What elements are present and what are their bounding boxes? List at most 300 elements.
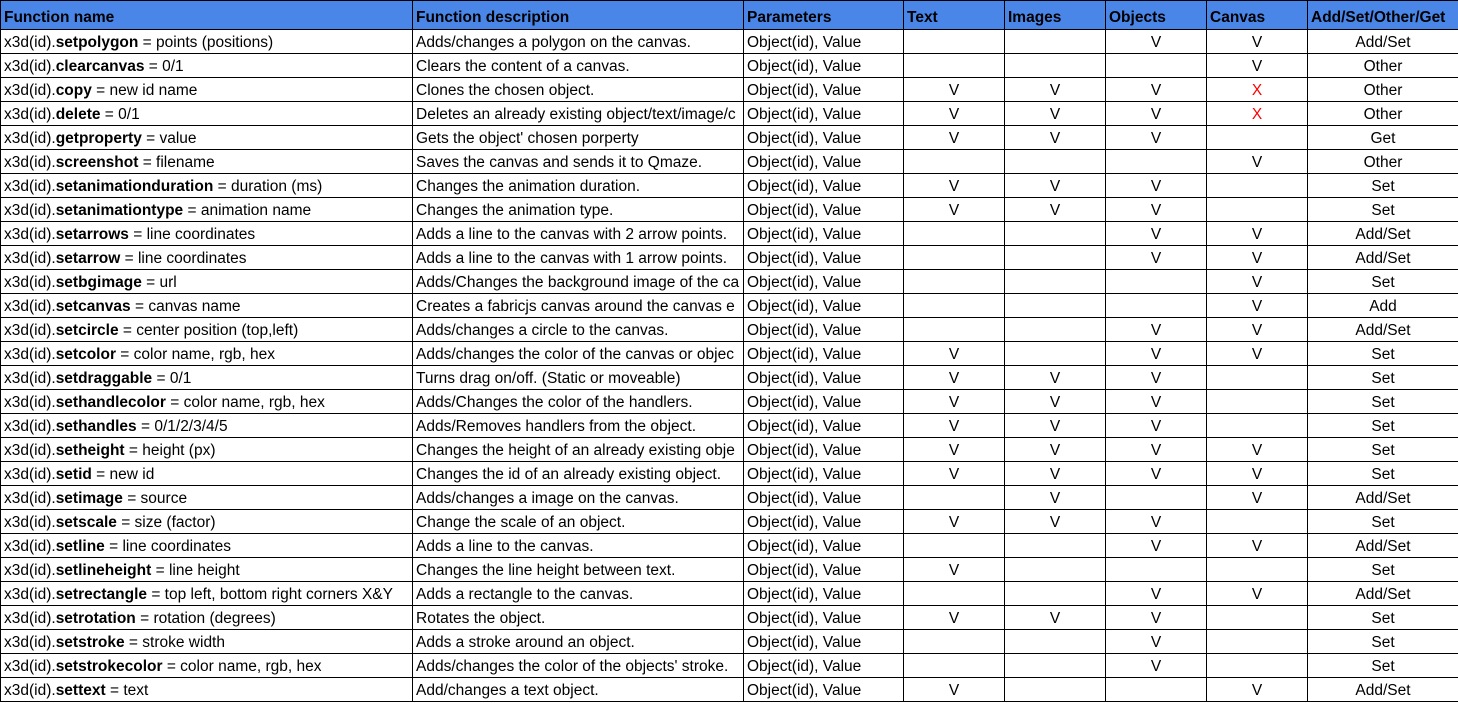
cell-text[interactable] [904, 318, 1005, 342]
cell-text[interactable]: V [904, 198, 1005, 222]
table-row [1, 102, 1458, 126]
cell-images[interactable]: V [1005, 78, 1106, 102]
cell-add-set-other-get[interactable]: Other [1308, 54, 1458, 78]
cell-text[interactable]: V [904, 366, 1005, 390]
cell-text[interactable]: V [904, 462, 1005, 486]
cell-description[interactable]: Adds a line to the canvas with 2 arrow points. [413, 222, 744, 246]
cell-text[interactable] [904, 534, 1005, 558]
function-argument: = source [122, 490, 188, 507]
cell-text[interactable] [904, 486, 1005, 510]
function-name: setanimationtype [55, 202, 184, 219]
cell-canvas[interactable]: V [1207, 438, 1308, 462]
cell-description[interactable]: Adds/changes a polygon on the canvas. [413, 30, 744, 54]
cell-add-set-other-get[interactable]: Set [1308, 630, 1458, 654]
cell-objects[interactable]: V [1106, 246, 1207, 270]
cell-text[interactable] [904, 270, 1005, 294]
cell-images[interactable] [1005, 558, 1106, 582]
cell-objects[interactable]: V [1106, 654, 1207, 678]
cell-objects[interactable] [1106, 294, 1207, 318]
function-argument: = line height [151, 562, 240, 579]
cell-add-set-other-get[interactable]: Set [1308, 438, 1458, 462]
cell-description[interactable]: Changes the animation type. [413, 198, 744, 222]
cell-text[interactable] [904, 222, 1005, 246]
cell-images[interactable]: V [1005, 462, 1106, 486]
cell-images[interactable] [1005, 54, 1106, 78]
cell-parameters[interactable]: Object(id), Value [744, 678, 904, 702]
cell-images[interactable]: V [1005, 126, 1106, 150]
cell-parameters[interactable]: Object(id), Value [744, 198, 904, 222]
cell-images[interactable]: V [1005, 438, 1106, 462]
cell-text[interactable]: V [904, 606, 1005, 630]
cell-function-name[interactable] [1, 366, 413, 390]
cell-images[interactable] [1005, 678, 1106, 702]
cell-canvas[interactable]: V [1207, 294, 1308, 318]
cell-description[interactable]: Adds/Changes the background image of the ca [413, 270, 744, 294]
cell-function-name[interactable] [1, 534, 413, 558]
function-name: setpolygon [55, 34, 139, 51]
function-argument: = top left, bottom right corners X&Y [147, 586, 393, 603]
cell-objects[interactable]: V [1106, 342, 1207, 366]
cell-description[interactable]: Adds a rectangle to the canvas. [413, 582, 744, 606]
cell-text[interactable]: V [904, 390, 1005, 414]
header-function-name[interactable]: Function name [1, 1, 413, 30]
cell-add-set-other-get[interactable]: Add [1308, 294, 1458, 318]
cell-function-name[interactable] [1, 54, 413, 78]
cell-text[interactable]: V [904, 342, 1005, 366]
cell-text[interactable]: V [904, 510, 1005, 534]
cell-images[interactable]: V [1005, 198, 1106, 222]
cell-canvas[interactable] [1207, 390, 1308, 414]
cell-parameters[interactable]: Object(id), Value [744, 54, 904, 78]
cell-objects[interactable]: V [1106, 318, 1207, 342]
cell-canvas[interactable] [1207, 366, 1308, 390]
cell-function-name[interactable] [1, 222, 413, 246]
cell-canvas[interactable] [1207, 654, 1308, 678]
cell-images[interactable]: V [1005, 102, 1106, 126]
cell-parameters[interactable]: Object(id), Value [744, 126, 904, 150]
cell-canvas[interactable]: V [1207, 246, 1308, 270]
function-prefix: x3d(id). [4, 82, 56, 99]
cell-parameters[interactable]: Object(id), Value [744, 30, 904, 54]
cell-objects[interactable]: V [1106, 222, 1207, 246]
cell-images[interactable]: V [1005, 390, 1106, 414]
cell-add-set-other-get[interactable]: Add/Set [1308, 486, 1458, 510]
cell-canvas[interactable] [1207, 510, 1308, 534]
cell-parameters[interactable]: Object(id), Value [744, 294, 904, 318]
cell-function-name[interactable] [1, 486, 413, 510]
function-name: setcanvas [55, 298, 131, 315]
table-row [1, 294, 1458, 318]
cell-parameters[interactable]: Object(id), Value [744, 78, 904, 102]
cell-function-name[interactable] [1, 126, 413, 150]
cell-description[interactable]: Adds/changes a circle to the canvas. [413, 318, 744, 342]
cell-text[interactable] [904, 654, 1005, 678]
cell-objects[interactable]: V [1106, 30, 1207, 54]
cell-description[interactable]: Turns drag on/off. (Static or moveable) [413, 366, 744, 390]
cell-description[interactable]: Gets the object' chosen porperty [413, 126, 744, 150]
cell-text[interactable] [904, 54, 1005, 78]
cell-add-set-other-get[interactable]: Other [1308, 150, 1458, 174]
cell-objects[interactable]: V [1106, 630, 1207, 654]
cell-description[interactable]: Deletes an already existing object/text/image/c [413, 102, 744, 126]
cell-add-set-other-get[interactable]: Add/Set [1308, 30, 1458, 54]
cell-images[interactable]: V [1005, 486, 1106, 510]
header-text[interactable]: Text [904, 1, 1005, 30]
function-prefix: x3d(id). [4, 394, 56, 411]
cell-add-set-other-get[interactable]: Set [1308, 366, 1458, 390]
cell-images[interactable] [1005, 342, 1106, 366]
cell-canvas[interactable] [1207, 414, 1308, 438]
cell-canvas[interactable]: X [1207, 102, 1308, 126]
cell-objects[interactable]: V [1106, 510, 1207, 534]
cell-parameters[interactable]: Object(id), Value [744, 270, 904, 294]
cell-function-name[interactable] [1, 294, 413, 318]
cell-description[interactable]: Clones the chosen object. [413, 78, 744, 102]
cell-description[interactable]: Rotates the object. [413, 606, 744, 630]
cell-text[interactable]: V [904, 78, 1005, 102]
function-argument: = color name, rgb, hex [165, 394, 325, 411]
cell-canvas[interactable]: X [1207, 78, 1308, 102]
cell-text[interactable]: V [904, 126, 1005, 150]
function-prefix: x3d(id). [4, 346, 56, 363]
function-prefix: x3d(id). [4, 370, 56, 387]
cell-images[interactable]: V [1005, 174, 1106, 198]
cell-add-set-other-get[interactable]: Add/Set [1308, 582, 1458, 606]
cell-description[interactable]: Changes the id of an already existing object. [413, 462, 744, 486]
cell-canvas[interactable] [1207, 558, 1308, 582]
cell-images[interactable] [1005, 654, 1106, 678]
cell-text[interactable] [904, 582, 1005, 606]
cell-description[interactable]: Adds/changes the color of the objects' stroke. [413, 654, 744, 678]
cell-add-set-other-get[interactable]: Add/Set [1308, 678, 1458, 702]
cell-canvas[interactable]: V [1207, 222, 1308, 246]
function-prefix: x3d(id). [4, 298, 56, 315]
cell-function-name[interactable] [1, 438, 413, 462]
cell-canvas[interactable]: V [1207, 534, 1308, 558]
cell-images[interactable] [1005, 630, 1106, 654]
cell-images[interactable]: V [1005, 414, 1106, 438]
cell-description[interactable]: Clears the content of a canvas. [413, 54, 744, 78]
function-argument: = 0/1 [100, 106, 140, 123]
table-row [1, 462, 1458, 486]
function-prefix: x3d(id). [4, 34, 56, 51]
function-argument: = 0/1/2/3/4/5 [136, 418, 228, 435]
cell-text[interactable] [904, 30, 1005, 54]
function-prefix: x3d(id). [4, 538, 56, 555]
table-body [1, 30, 1458, 702]
cell-objects[interactable]: V [1106, 606, 1207, 630]
cell-text[interactable]: V [904, 558, 1005, 582]
header-function-description[interactable]: Function description [413, 1, 744, 30]
cell-add-set-other-get[interactable]: Set [1308, 198, 1458, 222]
cell-images[interactable]: V [1005, 510, 1106, 534]
cell-add-set-other-get[interactable]: Set [1308, 270, 1458, 294]
cell-objects[interactable]: V [1106, 390, 1207, 414]
cell-function-name[interactable] [1, 318, 413, 342]
cell-images[interactable] [1005, 294, 1106, 318]
cell-parameters[interactable]: Object(id), Value [744, 150, 904, 174]
cell-function-name[interactable] [1, 102, 413, 126]
cell-function-name[interactable] [1, 150, 413, 174]
cell-text[interactable] [904, 630, 1005, 654]
cell-add-set-other-get[interactable]: Get [1308, 126, 1458, 150]
table-row [1, 390, 1458, 414]
header-canvas[interactable]: Canvas [1207, 1, 1308, 30]
cell-canvas[interactable]: V [1207, 318, 1308, 342]
cell-objects[interactable]: V [1106, 534, 1207, 558]
cell-function-name[interactable] [1, 510, 413, 534]
cell-objects[interactable]: V [1106, 414, 1207, 438]
function-prefix: x3d(id). [4, 322, 56, 339]
cell-text[interactable] [904, 246, 1005, 270]
cell-objects[interactable]: V [1106, 438, 1207, 462]
cell-objects[interactable] [1106, 150, 1207, 174]
function-prefix: x3d(id). [4, 274, 56, 291]
cell-function-name[interactable] [1, 630, 413, 654]
cell-canvas[interactable]: V [1207, 30, 1308, 54]
cell-canvas[interactable]: V [1207, 486, 1308, 510]
cell-description[interactable]: Changes the line height between text. [413, 558, 744, 582]
cell-images[interactable]: V [1005, 606, 1106, 630]
cell-add-set-other-get[interactable]: Add/Set [1308, 246, 1458, 270]
cell-description[interactable]: Adds/changes a image on the canvas. [413, 486, 744, 510]
table-row [1, 414, 1458, 438]
header-objects[interactable]: Objects [1106, 1, 1207, 30]
cell-parameters[interactable]: Object(id), Value [744, 318, 904, 342]
cell-add-set-other-get[interactable]: Set [1308, 606, 1458, 630]
function-prefix: x3d(id). [4, 634, 56, 651]
cell-parameters[interactable]: Object(id), Value [744, 390, 904, 414]
cell-canvas[interactable] [1207, 630, 1308, 654]
cell-images[interactable] [1005, 318, 1106, 342]
cell-images[interactable] [1005, 534, 1106, 558]
function-argument: = color name, rgb, hex [162, 658, 322, 675]
cell-add-set-other-get[interactable]: Set [1308, 174, 1458, 198]
cell-description[interactable]: Adds/Removes handlers from the object. [413, 414, 744, 438]
cell-objects[interactable]: V [1106, 582, 1207, 606]
cell-function-name[interactable] [1, 270, 413, 294]
function-prefix: x3d(id). [4, 466, 56, 483]
cell-function-name[interactable] [1, 30, 413, 54]
cell-canvas[interactable]: V [1207, 150, 1308, 174]
cell-canvas[interactable] [1207, 198, 1308, 222]
cell-parameters[interactable]: Object(id), Value [744, 246, 904, 270]
cell-parameters[interactable]: Object(id), Value [744, 606, 904, 630]
function-argument: = stroke width [124, 634, 225, 651]
cell-objects[interactable] [1106, 486, 1207, 510]
cell-canvas[interactable]: V [1207, 270, 1308, 294]
table-row [1, 510, 1458, 534]
cell-description[interactable]: Adds a line to the canvas. [413, 534, 744, 558]
cell-function-name[interactable] [1, 342, 413, 366]
cell-objects[interactable]: V [1106, 102, 1207, 126]
function-name: setarrows [55, 226, 129, 243]
cell-images[interactable] [1005, 30, 1106, 54]
cell-description[interactable]: Adds a line to the canvas with 1 arrow points. [413, 246, 744, 270]
cell-description[interactable]: Saves the canvas and sends it to Qmaze. [413, 150, 744, 174]
table-row [1, 630, 1458, 654]
cell-function-name[interactable] [1, 678, 413, 702]
cell-objects[interactable]: V [1106, 462, 1207, 486]
cell-images[interactable] [1005, 222, 1106, 246]
cell-function-name[interactable] [1, 414, 413, 438]
function-name: setline [55, 538, 105, 555]
function-argument: = line coordinates [128, 226, 256, 243]
cell-canvas[interactable]: V [1207, 342, 1308, 366]
cell-description[interactable]: Add/changes a text object. [413, 678, 744, 702]
function-name: sethandlecolor [55, 394, 166, 411]
function-prefix: x3d(id). [4, 178, 56, 195]
cell-parameters[interactable]: Object(id), Value [744, 366, 904, 390]
function-name: setbgimage [55, 274, 142, 291]
cell-parameters[interactable]: Object(id), Value [744, 654, 904, 678]
cell-objects[interactable]: V [1106, 366, 1207, 390]
cell-images[interactable] [1005, 150, 1106, 174]
function-argument: = line coordinates [120, 250, 247, 267]
table-row [1, 126, 1458, 150]
function-prefix: x3d(id). [4, 490, 56, 507]
cell-objects[interactable] [1106, 54, 1207, 78]
function-argument: = size (factor) [116, 514, 216, 531]
cell-description[interactable]: Adds/Changes the color of the handlers. [413, 390, 744, 414]
function-argument: = points (positions) [138, 34, 274, 51]
table-row [1, 534, 1458, 558]
table-row [1, 582, 1458, 606]
cell-parameters[interactable]: Object(id), Value [744, 486, 904, 510]
header-images[interactable]: Images [1005, 1, 1106, 30]
cell-parameters[interactable]: Object(id), Value [744, 582, 904, 606]
table-row [1, 270, 1458, 294]
function-prefix: x3d(id). [4, 226, 56, 243]
cell-images[interactable] [1005, 246, 1106, 270]
cell-parameters[interactable]: Object(id), Value [744, 558, 904, 582]
cell-description[interactable]: Changes the animation duration. [413, 174, 744, 198]
function-prefix: x3d(id). [4, 154, 56, 171]
function-argument: = 0/1 [152, 370, 192, 387]
function-argument: = center position (top,left) [118, 322, 299, 339]
cell-text[interactable]: V [904, 414, 1005, 438]
cell-function-name[interactable] [1, 654, 413, 678]
cell-add-set-other-get[interactable]: Other [1308, 78, 1458, 102]
function-name: delete [55, 106, 101, 123]
function-argument: = filename [138, 154, 215, 171]
cell-canvas[interactable]: V [1207, 54, 1308, 78]
cell-text[interactable]: V [904, 174, 1005, 198]
cell-add-set-other-get[interactable]: Set [1308, 462, 1458, 486]
cell-images[interactable] [1005, 270, 1106, 294]
cell-description[interactable]: Adds/changes the color of the canvas or objec [413, 342, 744, 366]
cell-function-name[interactable] [1, 246, 413, 270]
cell-text[interactable] [904, 150, 1005, 174]
function-prefix: x3d(id). [4, 202, 56, 219]
cell-parameters[interactable]: Object(id), Value [744, 102, 904, 126]
header-add-set-other-get[interactable]: Add/Set/Other/Get [1308, 1, 1458, 30]
cell-canvas[interactable] [1207, 174, 1308, 198]
cell-function-name[interactable] [1, 462, 413, 486]
function-name: setcolor [55, 346, 116, 363]
table-row [1, 198, 1458, 222]
function-prefix: x3d(id). [4, 442, 56, 459]
cell-add-set-other-get[interactable]: Add/Set [1308, 318, 1458, 342]
function-argument: = text [105, 682, 149, 699]
cell-canvas[interactable]: V [1207, 462, 1308, 486]
cell-parameters[interactable]: Object(id), Value [744, 438, 904, 462]
table-row [1, 30, 1458, 54]
function-argument: = rotation (degrees) [135, 610, 276, 627]
table-row [1, 174, 1458, 198]
cell-text[interactable]: V [904, 678, 1005, 702]
cell-objects[interactable] [1106, 678, 1207, 702]
cell-parameters[interactable]: Object(id), Value [744, 342, 904, 366]
cell-parameters[interactable]: Object(id), Value [744, 174, 904, 198]
cell-images[interactable]: V [1005, 366, 1106, 390]
cell-add-set-other-get[interactable]: Set [1308, 390, 1458, 414]
cell-parameters[interactable]: Object(id), Value [744, 462, 904, 486]
cell-description[interactable]: Creates a fabricjs canvas around the canvas e [413, 294, 744, 318]
cell-objects[interactable] [1106, 558, 1207, 582]
cell-function-name[interactable] [1, 390, 413, 414]
cell-canvas[interactable]: V [1207, 678, 1308, 702]
cell-objects[interactable] [1106, 270, 1207, 294]
function-argument: = animation name [183, 202, 312, 219]
function-name: setscale [55, 514, 117, 531]
cell-description[interactable]: Changes the height of an already existing obje [413, 438, 744, 462]
cell-parameters[interactable]: Object(id), Value [744, 534, 904, 558]
cell-parameters[interactable]: Object(id), Value [744, 630, 904, 654]
cell-text[interactable]: V [904, 102, 1005, 126]
cell-objects[interactable]: V [1106, 198, 1207, 222]
cell-add-set-other-get[interactable]: Add/Set [1308, 222, 1458, 246]
cell-parameters[interactable]: Object(id), Value [744, 510, 904, 534]
cell-description[interactable]: Change the scale of an object. [413, 510, 744, 534]
cell-canvas[interactable]: V [1207, 582, 1308, 606]
cell-objects[interactable]: V [1106, 174, 1207, 198]
function-argument: = line coordinates [104, 538, 232, 555]
cell-function-name[interactable] [1, 78, 413, 102]
table-row [1, 222, 1458, 246]
cell-canvas[interactable] [1207, 606, 1308, 630]
cell-add-set-other-get[interactable]: Set [1308, 342, 1458, 366]
cell-images[interactable] [1005, 582, 1106, 606]
function-prefix: x3d(id). [4, 658, 56, 675]
table-row [1, 486, 1458, 510]
function-argument: = new id name [91, 82, 198, 99]
cell-function-name[interactable] [1, 582, 413, 606]
header-parameters[interactable]: Parameters [744, 1, 904, 30]
cell-parameters[interactable]: Object(id), Value [744, 222, 904, 246]
cell-add-set-other-get[interactable]: Other [1308, 102, 1458, 126]
cell-add-set-other-get[interactable]: Set [1308, 510, 1458, 534]
cell-parameters[interactable]: Object(id), Value [744, 414, 904, 438]
cell-function-name[interactable] [1, 174, 413, 198]
function-argument: = url [141, 274, 177, 291]
cell-function-name[interactable] [1, 606, 413, 630]
cell-objects[interactable]: V [1106, 126, 1207, 150]
function-name: setstrokecolor [55, 658, 163, 675]
cell-add-set-other-get[interactable]: Set [1308, 558, 1458, 582]
cell-canvas[interactable] [1207, 126, 1308, 150]
cell-text[interactable]: V [904, 438, 1005, 462]
cell-description[interactable]: Adds a stroke around an object. [413, 630, 744, 654]
function-prefix: x3d(id). [4, 514, 56, 531]
cell-add-set-other-get[interactable]: Set [1308, 654, 1458, 678]
cell-add-set-other-get[interactable]: Set [1308, 414, 1458, 438]
cell-text[interactable] [904, 294, 1005, 318]
cell-function-name[interactable] [1, 558, 413, 582]
cell-add-set-other-get[interactable]: Add/Set [1308, 534, 1458, 558]
cell-objects[interactable]: V [1106, 78, 1207, 102]
cell-function-name[interactable] [1, 198, 413, 222]
